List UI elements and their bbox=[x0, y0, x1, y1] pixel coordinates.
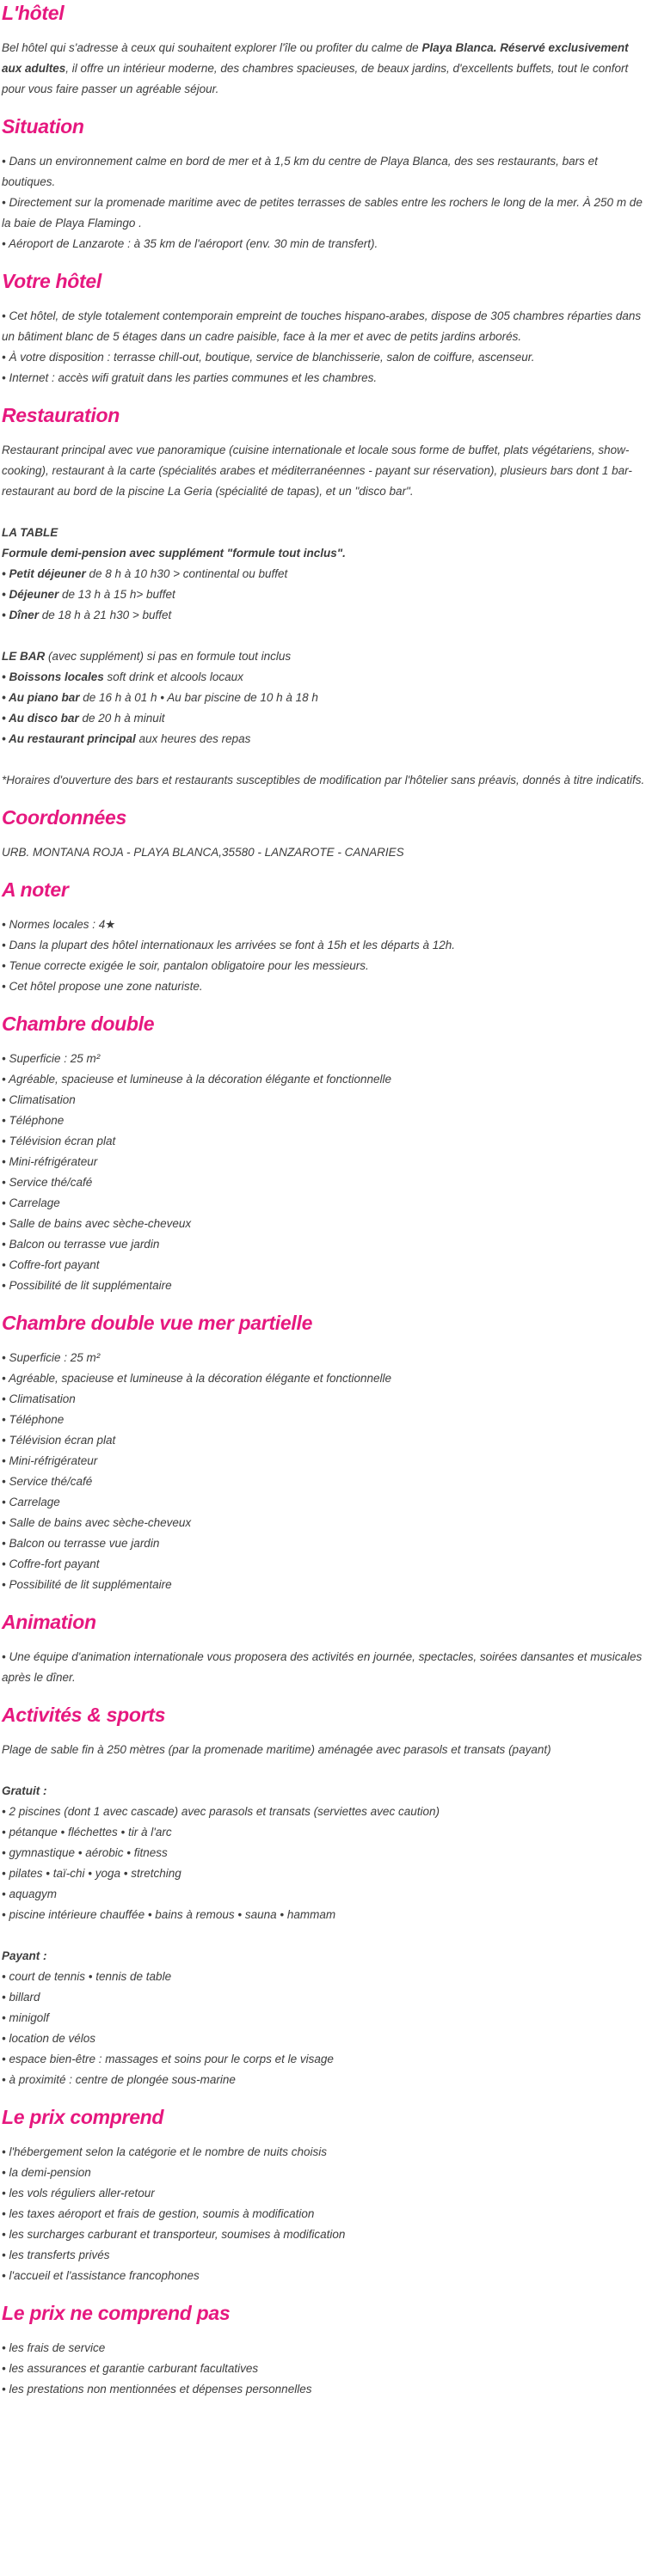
list-item: • Salle de bains avec sèche-cheveux bbox=[2, 1217, 192, 1230]
list-item: • Superficie : 25 m² bbox=[2, 1052, 101, 1065]
list-item: • Aéroport de Lanzarote : à 35 km de l'aéroport (env. 30 min de transfert). bbox=[2, 237, 378, 250]
list-item: • Coffre-fort payant bbox=[2, 1557, 100, 1570]
section-title-restauration: Restauration bbox=[2, 404, 120, 426]
list-item: • Télévision écran plat bbox=[2, 1434, 116, 1447]
list-item: • Agréable, spacieuse et lumineuse à la décoration élégante et fonctionnelle bbox=[2, 1073, 392, 1086]
section-coordonnees bbox=[2, 805, 650, 863]
list-item: • Tenue correcte exigée le soir, pantalon obligatoire pour les messieurs. bbox=[2, 959, 369, 972]
section-restauration bbox=[2, 402, 650, 791]
list-item: • Service thé/café bbox=[2, 1176, 93, 1189]
section-situation bbox=[2, 113, 650, 254]
section-title-a-noter: A noter bbox=[2, 878, 69, 901]
restauration-note: *Horaires d'ouverture des bars et restaurants susceptibles de modification par l'hôtelier sans préavis, donnés à titre indicatifs. bbox=[2, 774, 645, 786]
list-item: • les frais de service bbox=[2, 2341, 106, 2354]
section-a-noter bbox=[2, 877, 650, 997]
list-item: • espace bien-être : massages et soins pour le corps et le visage bbox=[2, 2053, 334, 2065]
list-item: • minigolf bbox=[2, 2011, 49, 2024]
meal-item: • Petit déjeuner de 8 h à 10 h30 > continental ou buffet bbox=[2, 567, 288, 580]
list-item: • piscine intérieure chauffée • bains à remous • sauna • hammam bbox=[2, 1908, 336, 1921]
list-item: • aquagym bbox=[2, 1888, 58, 1900]
list-item: • les assurances et garantie carburant facultatives bbox=[2, 2362, 259, 2375]
list-item: • Cet hôtel, de style totalement contemporain empreint de touches hispano-arabes, dispose de 305 chambres réparties dans un bâtiment blanc de 5 étages dans un cadre paisible, face à la mer et avec de petits jardins arborés. bbox=[2, 309, 642, 343]
list-item: • Directement sur la promenade maritime avec de petites terrasses de sables entre les rochers le long de la mer. À 250 m de la baie de Playa Flamingo . bbox=[2, 196, 643, 229]
list-item: • Climatisation bbox=[2, 1392, 76, 1405]
section-hotel bbox=[2, 0, 650, 100]
list-item: • les prestations non mentionnées et dépenses personnelles bbox=[2, 2383, 312, 2395]
list-item: • à proximité : centre de plongée sous-marine bbox=[2, 2073, 236, 2086]
section-title-situation: Situation bbox=[2, 115, 84, 138]
hotel-intro: Bel hôtel qui s'adresse à ceux qui souhaitent explorer l'île ou profiter du calme de Playa Blanca. Réservé exclusivement aux adultes, il offre un intérieur moderne, des chambres spacieuses, de beaux jardins, d'excellents buffets, tout le confort pour vous faire passer un agréable séjour. bbox=[2, 41, 629, 95]
list-item: • billard bbox=[2, 1991, 40, 2004]
list-item: • Téléphone bbox=[2, 1413, 65, 1426]
table-formula: Formule demi-pension avec supplément "formule tout inclus". bbox=[2, 547, 346, 560]
gratuit-heading: Gratuit : bbox=[2, 1784, 47, 1797]
list-item: • pétanque • fléchettes • tir à l'arc bbox=[2, 1826, 172, 1839]
list-item: • Télévision écran plat bbox=[2, 1135, 116, 1147]
section-title-chambre-mer: Chambre double vue mer partielle bbox=[2, 1312, 313, 1334]
list-item: • l'hébergement selon la catégorie et le nombre de nuits choisis bbox=[2, 2145, 328, 2158]
list-item: • Cet hôtel propose une zone naturiste. bbox=[2, 980, 203, 993]
section-title-hotel: L'hôtel bbox=[2, 2, 65, 24]
section-title-prix-ne-comprend: Le prix ne comprend pas bbox=[2, 2302, 231, 2324]
list-item: • Balcon ou terrasse vue jardin bbox=[2, 1238, 160, 1251]
section-activites bbox=[2, 1702, 650, 2090]
section-title-activites: Activités & sports bbox=[2, 1704, 166, 1726]
list-item: • Mini-réfrigérateur bbox=[2, 1454, 98, 1467]
section-prix-ne-comprend bbox=[2, 2300, 650, 2400]
list-item: • gymnastique • aérobic • fitness bbox=[2, 1846, 168, 1859]
list-item: • Téléphone bbox=[2, 1114, 65, 1127]
list-item: • Climatisation bbox=[2, 1093, 76, 1106]
list-item: • la demi-pension bbox=[2, 2166, 91, 2179]
list-item: • Mini-réfrigérateur bbox=[2, 1155, 98, 1168]
list-item: • 2 piscines (dont 1 avec cascade) avec parasols et transats (serviettes avec caution) bbox=[2, 1805, 440, 1818]
section-prix-comprend bbox=[2, 2104, 650, 2286]
list-item: • pilates • taï-chi • yoga • stretching bbox=[2, 1867, 181, 1880]
list-item: • les vols réguliers aller-retour bbox=[2, 2187, 155, 2200]
section-title-votre-hotel: Votre hôtel bbox=[2, 270, 101, 292]
list-item: • Superficie : 25 m² bbox=[2, 1351, 101, 1364]
list-item: • Service thé/café bbox=[2, 1475, 93, 1488]
bar-item: • Au piano bar de 16 h à 01 h • Au bar piscine de 10 h à 18 h bbox=[2, 691, 318, 704]
list-item: • les transferts privés bbox=[2, 2249, 110, 2261]
list-item: • Possibilité de lit supplémentaire bbox=[2, 1578, 172, 1591]
meal-item: • Déjeuner de 13 h à 15 h> buffet bbox=[2, 588, 175, 601]
list-item: • Dans la plupart des hôtel internationaux les arrivées se font à 15h et les départs à 12h. bbox=[2, 939, 456, 951]
meal-item: • Dîner de 18 h à 21 h30 > buffet bbox=[2, 609, 172, 621]
activites-intro: Plage de sable fin à 250 mètres (par la promenade maritime) aménagée avec parasols et transats (payant) bbox=[2, 1743, 551, 1756]
section-chambre-double bbox=[2, 1011, 650, 1296]
list-item: • les surcharges carburant et transporteur, soumises à modification bbox=[2, 2228, 346, 2241]
section-title-chambre-double: Chambre double bbox=[2, 1013, 155, 1035]
list-item: • Carrelage bbox=[2, 1496, 60, 1508]
section-animation bbox=[2, 1609, 650, 1688]
list-item: • Carrelage bbox=[2, 1196, 60, 1209]
list-item: • les taxes aéroport et frais de gestion, soumis à modification bbox=[2, 2207, 315, 2220]
list-item: • court de tennis • tennis de table bbox=[2, 1970, 172, 1983]
section-votre-hotel bbox=[2, 268, 650, 389]
section-title-prix-comprend: Le prix comprend bbox=[2, 2106, 164, 2128]
bar-item: • Au restaurant principal aux heures des repas bbox=[2, 732, 251, 745]
hotel-address: URB. MONTANA ROJA - PLAYA BLANCA,35580 - LANZAROTE - CANARIES bbox=[2, 846, 404, 859]
section-title-coordonnees: Coordonnées bbox=[2, 806, 126, 829]
list-item: • Dans un environnement calme en bord de mer et à 1,5 km du centre de Playa Blanca, des ses restaurants, bars et boutiques. bbox=[2, 155, 598, 188]
section-title-animation: Animation bbox=[2, 1611, 96, 1633]
list-item: • location de vélos bbox=[2, 2032, 96, 2045]
list-item: • Agréable, spacieuse et lumineuse à la décoration élégante et fonctionnelle bbox=[2, 1372, 392, 1385]
animation-text: • Une équipe d'animation internationale vous proposera des activités en journée, spectacles, soirées dansantes et musicales après le dîner. bbox=[2, 1650, 643, 1684]
list-item: • Balcon ou terrasse vue jardin bbox=[2, 1537, 160, 1550]
list-item: • À votre disposition : terrasse chill-out, boutique, service de blanchisserie, salon de coiffure, ascenseur. bbox=[2, 351, 535, 364]
restauration-intro: Restaurant principal avec vue panoramique (cuisine internationale et locale sous forme de buffet, plats végétariens, show-cooking), restaurant à la carte (spécialités arabes et méditerranéennes - payant sur réservation), plusieurs bars dont 1 bar-restaurant au bord de la piscine La Geria (spécialité de tapas), et un "disco bar". bbox=[2, 444, 632, 498]
bar-item: • Au disco bar de 20 h à minuit bbox=[2, 712, 165, 725]
payant-heading: Payant : bbox=[2, 1949, 47, 1962]
bar-heading: LE BAR (avec supplément) si pas en formule tout inclus bbox=[2, 650, 292, 663]
list-item: • l'accueil et l'assistance francophones bbox=[2, 2269, 200, 2282]
bar-item: • Boissons locales soft drink et alcools locaux bbox=[2, 670, 243, 683]
list-item: • Normes locales : 4★ bbox=[2, 918, 116, 931]
list-item: • Coffre-fort payant bbox=[2, 1258, 100, 1271]
list-item: • Internet : accès wifi gratuit dans les parties communes et les chambres. bbox=[2, 371, 378, 384]
list-item: • Possibilité de lit supplémentaire bbox=[2, 1279, 172, 1292]
section-chambre-mer bbox=[2, 1310, 650, 1595]
table-heading: LA TABLE bbox=[2, 526, 58, 539]
list-item: • Salle de bains avec sèche-cheveux bbox=[2, 1516, 192, 1529]
